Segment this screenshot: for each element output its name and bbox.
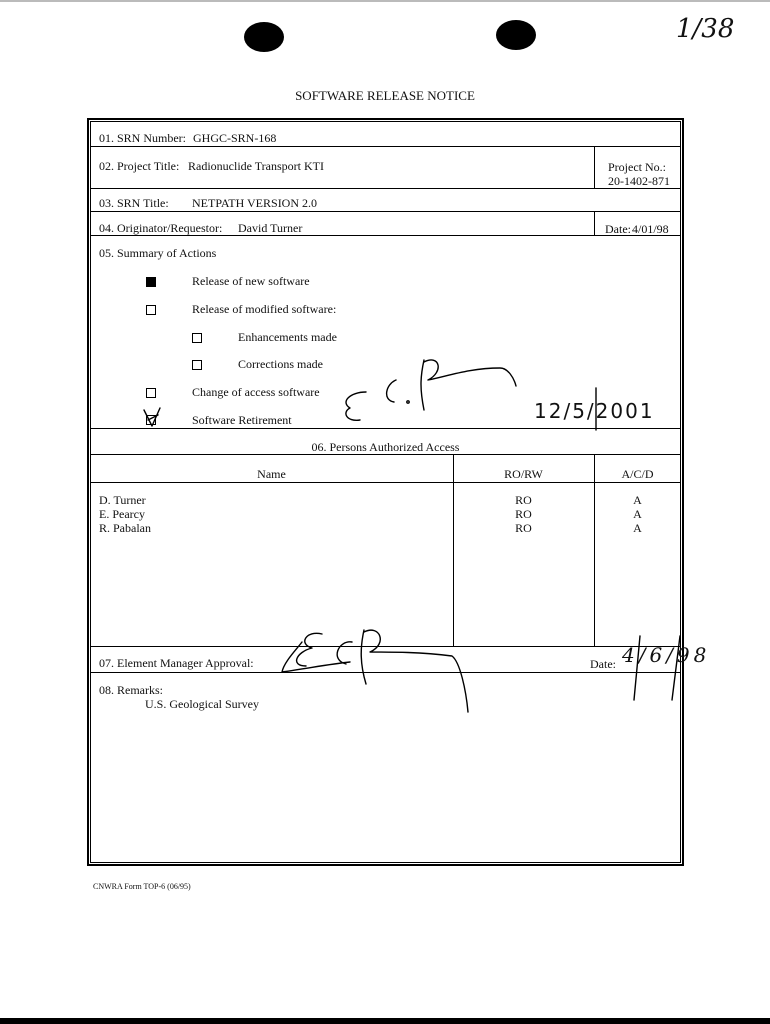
project-title-value: Radionuclide Transport KTI (188, 159, 324, 173)
handwritten-retirement-date: 12/5/2001 (534, 399, 655, 423)
person-name: E. Pearcy (99, 507, 145, 521)
column-header-name: Name (257, 467, 286, 481)
date-value: 4/01/98 (632, 222, 669, 236)
document-title: SOFTWARE RELEASE NOTICE (295, 88, 475, 103)
column-header-acd: A/C/D (621, 467, 654, 481)
person-acd: A (633, 521, 642, 535)
person-acd: A (633, 493, 642, 507)
option-new-software: Release of new software (192, 274, 310, 288)
signature-summary-icon (346, 392, 366, 420)
project-title-label: 02. Project Title: (99, 159, 180, 173)
handwritten-approval-date: 4/6/98 (622, 643, 711, 667)
person-name: D. Turner (99, 493, 146, 507)
form-id: CNWRA Form TOP-6 (06/95) (93, 882, 191, 891)
column-header-rorw: RO/RW (504, 467, 543, 481)
srn-title-label: 03. SRN Title: (99, 196, 169, 210)
approval-label: 07. Element Manager Approval: (99, 656, 254, 670)
project-no-value: 20-1402-871 (608, 174, 670, 188)
approval-date-label: Date: (590, 657, 616, 671)
originator-value: David Turner (238, 221, 303, 235)
checkmark-retirement-icon (144, 408, 160, 426)
option-access-software: Change of access software (192, 385, 320, 399)
person-rorw: RO (515, 493, 532, 507)
remarks-label: 08. Remarks: (99, 683, 163, 697)
option-modified-software: Release of modified software: (192, 302, 337, 316)
person-rorw: RO (515, 507, 532, 521)
summary-label: 05. Summary of Actions (99, 246, 217, 260)
date-label: Date: (605, 222, 631, 236)
person-name: R. Pabalan (99, 521, 151, 535)
handwritten-page-number: 1/38 (676, 14, 735, 44)
project-no-label: Project No.: (608, 160, 666, 174)
srn-title-value: NETPATH VERSION 2.0 (192, 196, 318, 210)
originator-label: 04. Originator/Requestor: (99, 221, 223, 235)
persons-label: 06. Persons Authorized Access (311, 440, 460, 454)
srn-number-value: GHGC-SRN-168 (193, 131, 277, 145)
option-enhancements: Enhancements made (238, 330, 337, 344)
remarks-value: U.S. Geological Survey (145, 697, 259, 711)
option-corrections: Corrections made (238, 357, 323, 371)
person-rorw: RO (515, 521, 532, 535)
srn-number-label: 01. SRN Number: (99, 131, 186, 145)
option-software-retirement: Software Retirement (192, 413, 292, 427)
bottom-scan-edge (0, 1018, 770, 1024)
signature-approval-icon (297, 633, 322, 666)
person-acd: A (633, 507, 642, 521)
